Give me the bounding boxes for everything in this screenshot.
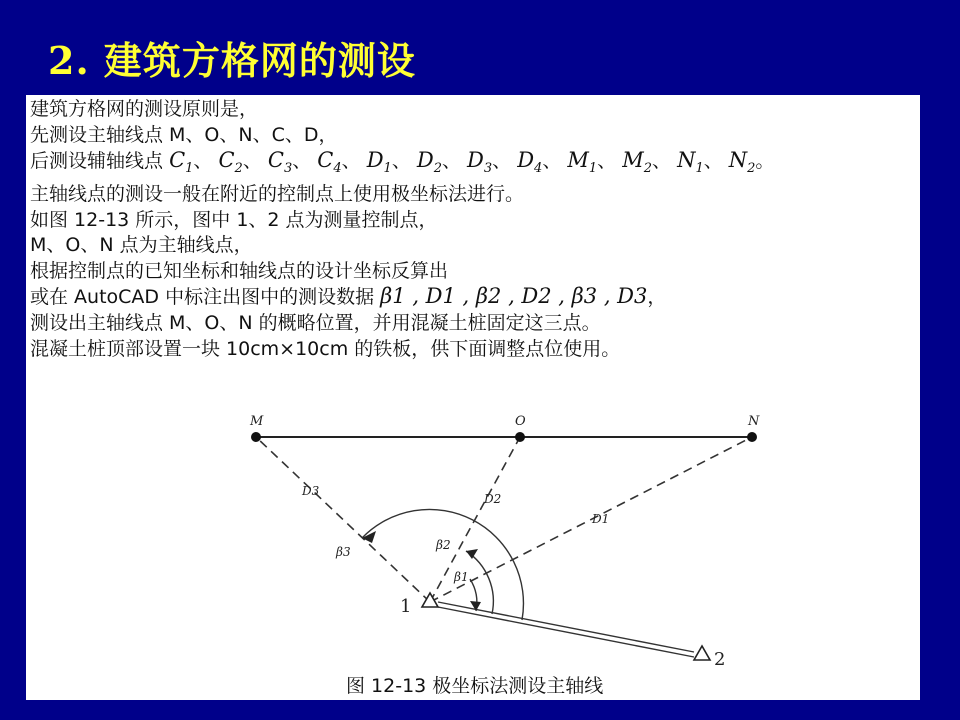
point-o-marker [515, 432, 525, 442]
control-point-2-triangle [694, 646, 710, 660]
label-point-2: 2 [714, 649, 726, 670]
polar-coordinate-figure [26, 95, 926, 700]
aux-point: $D_3$ [467, 148, 493, 177]
arrow-beta2 [466, 549, 478, 559]
text-line-3-prefix: 后测设辅轴线点 [30, 150, 164, 173]
label-d3: D3 [302, 484, 320, 498]
arc-beta2 [466, 551, 493, 614]
text-line-6: M、O、N 点为主轴线点， [30, 234, 253, 257]
survey-data-values: β1 , D1 , β2 , D2 , β3 , D3 [380, 284, 648, 309]
line-d2 [430, 437, 520, 602]
aux-points-list: $C_1$、 $C_2$、 $C_3$、 $C_4$、 $D_1$、 $D_2$、 $D_3$、 $D_4$、 $M_1$、 $M_2$、 $N_1$、 $N_2$ [169, 148, 756, 177]
label-m: M [250, 414, 264, 429]
text-line-3-end: 。 [755, 150, 775, 173]
aux-point: $N_1$ [677, 148, 704, 177]
text-line-5: 如图 12-13 所示，图中 1、2 点为测量控制点， [30, 208, 438, 231]
aux-point: $C_2$ [218, 148, 243, 177]
text-line-7: 根据控制点的已知坐标和轴线点的设计坐标反算出 [30, 259, 449, 282]
label-beta2: β2 [436, 538, 451, 552]
baseline-lower [438, 607, 694, 657]
point-n-marker [747, 432, 757, 442]
arrow-beta3 [362, 531, 376, 543]
figure-caption: 图 12-13 极坐标法测设主轴线 [346, 675, 604, 697]
label-d1: D1 [592, 512, 610, 526]
aux-point: $D_4$ [517, 148, 543, 177]
label-o: O [515, 414, 526, 429]
line-d1 [430, 437, 752, 602]
label-n: N [748, 414, 760, 429]
aux-point: $C_4$ [317, 148, 342, 177]
panel-right-edge [920, 95, 926, 700]
aux-point: $D_2$ [416, 148, 442, 177]
text-line-1: 建筑方格网的测设原则是， [30, 98, 259, 120]
line-d3 [256, 437, 430, 602]
label-d2: D2 [484, 492, 502, 506]
point-m-marker [251, 432, 261, 442]
text-line-8-end: ， [647, 286, 667, 309]
text-line-4: 主轴线点的测设一般在附近的控制点上使用极坐标法进行。 [30, 182, 525, 205]
text-line-8-prefix: 或在 AutoCAD 中标注出图中的测设数据 [30, 286, 375, 309]
label-beta3: β3 [336, 545, 351, 559]
slide-title: 2. 建筑方格网的测设 [48, 38, 416, 83]
aux-point: $N_2$ [728, 148, 756, 177]
text-line-9: 测设出主轴线点 M、O、N 的概略位置，并用混凝土桩固定这三点。 [30, 311, 601, 334]
label-beta1: β1 [454, 570, 469, 584]
aux-point: $C_3$ [267, 148, 293, 177]
text-line-2: 先测设主轴线点 M、O、N、C、D， [30, 123, 338, 146]
aux-point: $M_1$ [567, 148, 598, 177]
text-line-10: 混凝土桩顶部设置一块 10cm×10cm 的铁板，供下面调整点位使用。 [30, 337, 621, 360]
aux-point: $C_1$ [169, 148, 194, 177]
content-panel [26, 95, 926, 700]
label-point-1: 1 [400, 596, 412, 617]
aux-point: $D_1$ [366, 148, 392, 177]
aux-point: $M_2$ [622, 148, 653, 177]
